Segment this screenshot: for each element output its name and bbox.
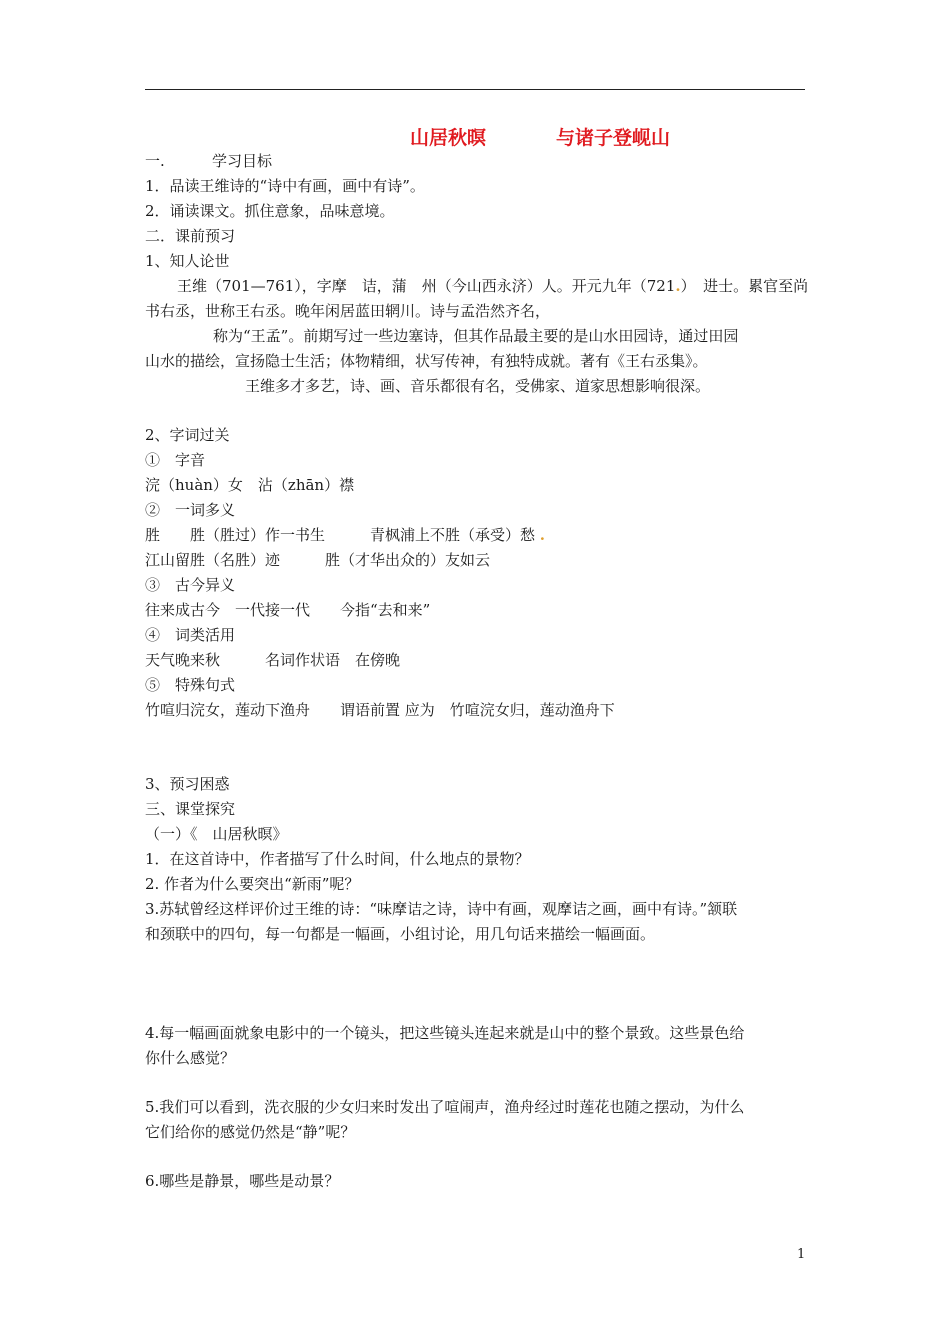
section-1-number: 一. [145, 152, 165, 170]
question-4-line-2: 你什么感觉？ [145, 1049, 236, 1067]
question-4-line-1: 4.每一幅画面就象电影中的一个镜头，把这些镜头连起来就是山中的整个景致。这些景色给 [145, 1024, 745, 1042]
bio-line-1: 王维（701—761），字摩 诘，蒲 州（今山西永济）人。开元九年（721.） 进士。累官至尚 [177, 277, 809, 295]
page-number: 1 [797, 1247, 806, 1262]
sub2-heading: 2、字词过关 [145, 426, 230, 444]
bio-line-3: 称为“王孟”。前期写过一些边塞诗，但其作品最主要的是山水田园诗，通过田园 [213, 327, 739, 345]
pronunciation-line: 浣（huàn）女 沾（zhān）襟 [145, 476, 355, 494]
title-poem-1: 山居秋暝 [410, 127, 487, 149]
bio-line-4: 山水的描绘，宣扬隐士生活；体物精细，状写传神，有独特成就。著有《王右丞集》。 [145, 352, 708, 370]
bio-line-2: 书右丞，世称王右丞。晚年闲居蓝田辋川。诗与孟浩然齐名， [145, 302, 551, 320]
title-poem-2: 与诸子登岘山 [556, 127, 671, 149]
section-3-heading: 三、课堂探究 [145, 800, 236, 818]
syntax-line: 竹喧归浣女，莲动下渔舟 谓语前置 应为 竹喧浣女归，莲动渔舟下 [145, 701, 615, 719]
polysemy-line-2: 江山留胜（名胜）迹 胜（才华出众的）友如云 [145, 551, 491, 569]
ancient-modern-heading: ③ 古今异义 [145, 576, 236, 594]
polysemy-heading: ② 一词多义 [145, 501, 236, 519]
pronunciation-heading: ① 字音 [145, 451, 206, 469]
objective-2: 2．诵读课文。抓住意象，品味意境。 [145, 202, 395, 220]
objective-1: 1．品读王维诗的“诗中有画，画中有诗”。 [145, 177, 425, 195]
ancient-modern-line: 往来成古今 一代接一代 今指“去和来” [145, 601, 431, 619]
syntax-heading: ⑤ 特殊句式 [145, 676, 236, 694]
question-3-line-1: 3.苏轼曾经这样评价过王维的诗：“味摩诘之诗，诗中有画，观摩诘之画，画中有诗。”颔联 [145, 900, 738, 918]
question-2: 2. 作者为什么要突出“新雨”呢？ [145, 875, 360, 893]
word-class-line: 天气晚来秋 名词作状语 在傍晚 [145, 651, 401, 669]
bio-line-5: 王维多才多艺，诗、画、音乐都很有名，受佛家、道家思想影响很深。 [245, 377, 711, 395]
sub3-heading: 3、预习困惑 [145, 775, 230, 793]
polysemy-line-1: 胜 胜（胜过）作一书生 青枫浦上不胜（承受）愁 . [145, 526, 546, 544]
document-title [0, 124, 950, 152]
question-6: 6.哪些是静景，哪些是动景？ [145, 1172, 340, 1190]
question-5-line-2: 它们给你的感觉仍然是“静”呢？ [145, 1123, 356, 1141]
question-3-line-2: 和颈联中的四句，每一句都是一幅画，小组讨论，用几句话来描绘一幅画面。 [145, 925, 656, 943]
section-1-heading: 学习目标 [212, 152, 273, 170]
question-5-line-1: 5.我们可以看到，洗衣服的少女归来时发出了喧闹声，渔舟经过时莲花也随之摆动，为什么 [145, 1098, 745, 1116]
section-2-heading: 二．课前预习 [145, 227, 236, 245]
sub1-heading: 1、知人论世 [145, 252, 230, 270]
word-class-heading: ④ 词类活用 [145, 626, 236, 644]
header-rule [145, 89, 805, 90]
question-1: 1．在这首诗中，作者描写了什么时间，什么地点的景物？ [145, 850, 530, 868]
part-1-heading: （一）《 山居秋暝》 [145, 825, 288, 843]
